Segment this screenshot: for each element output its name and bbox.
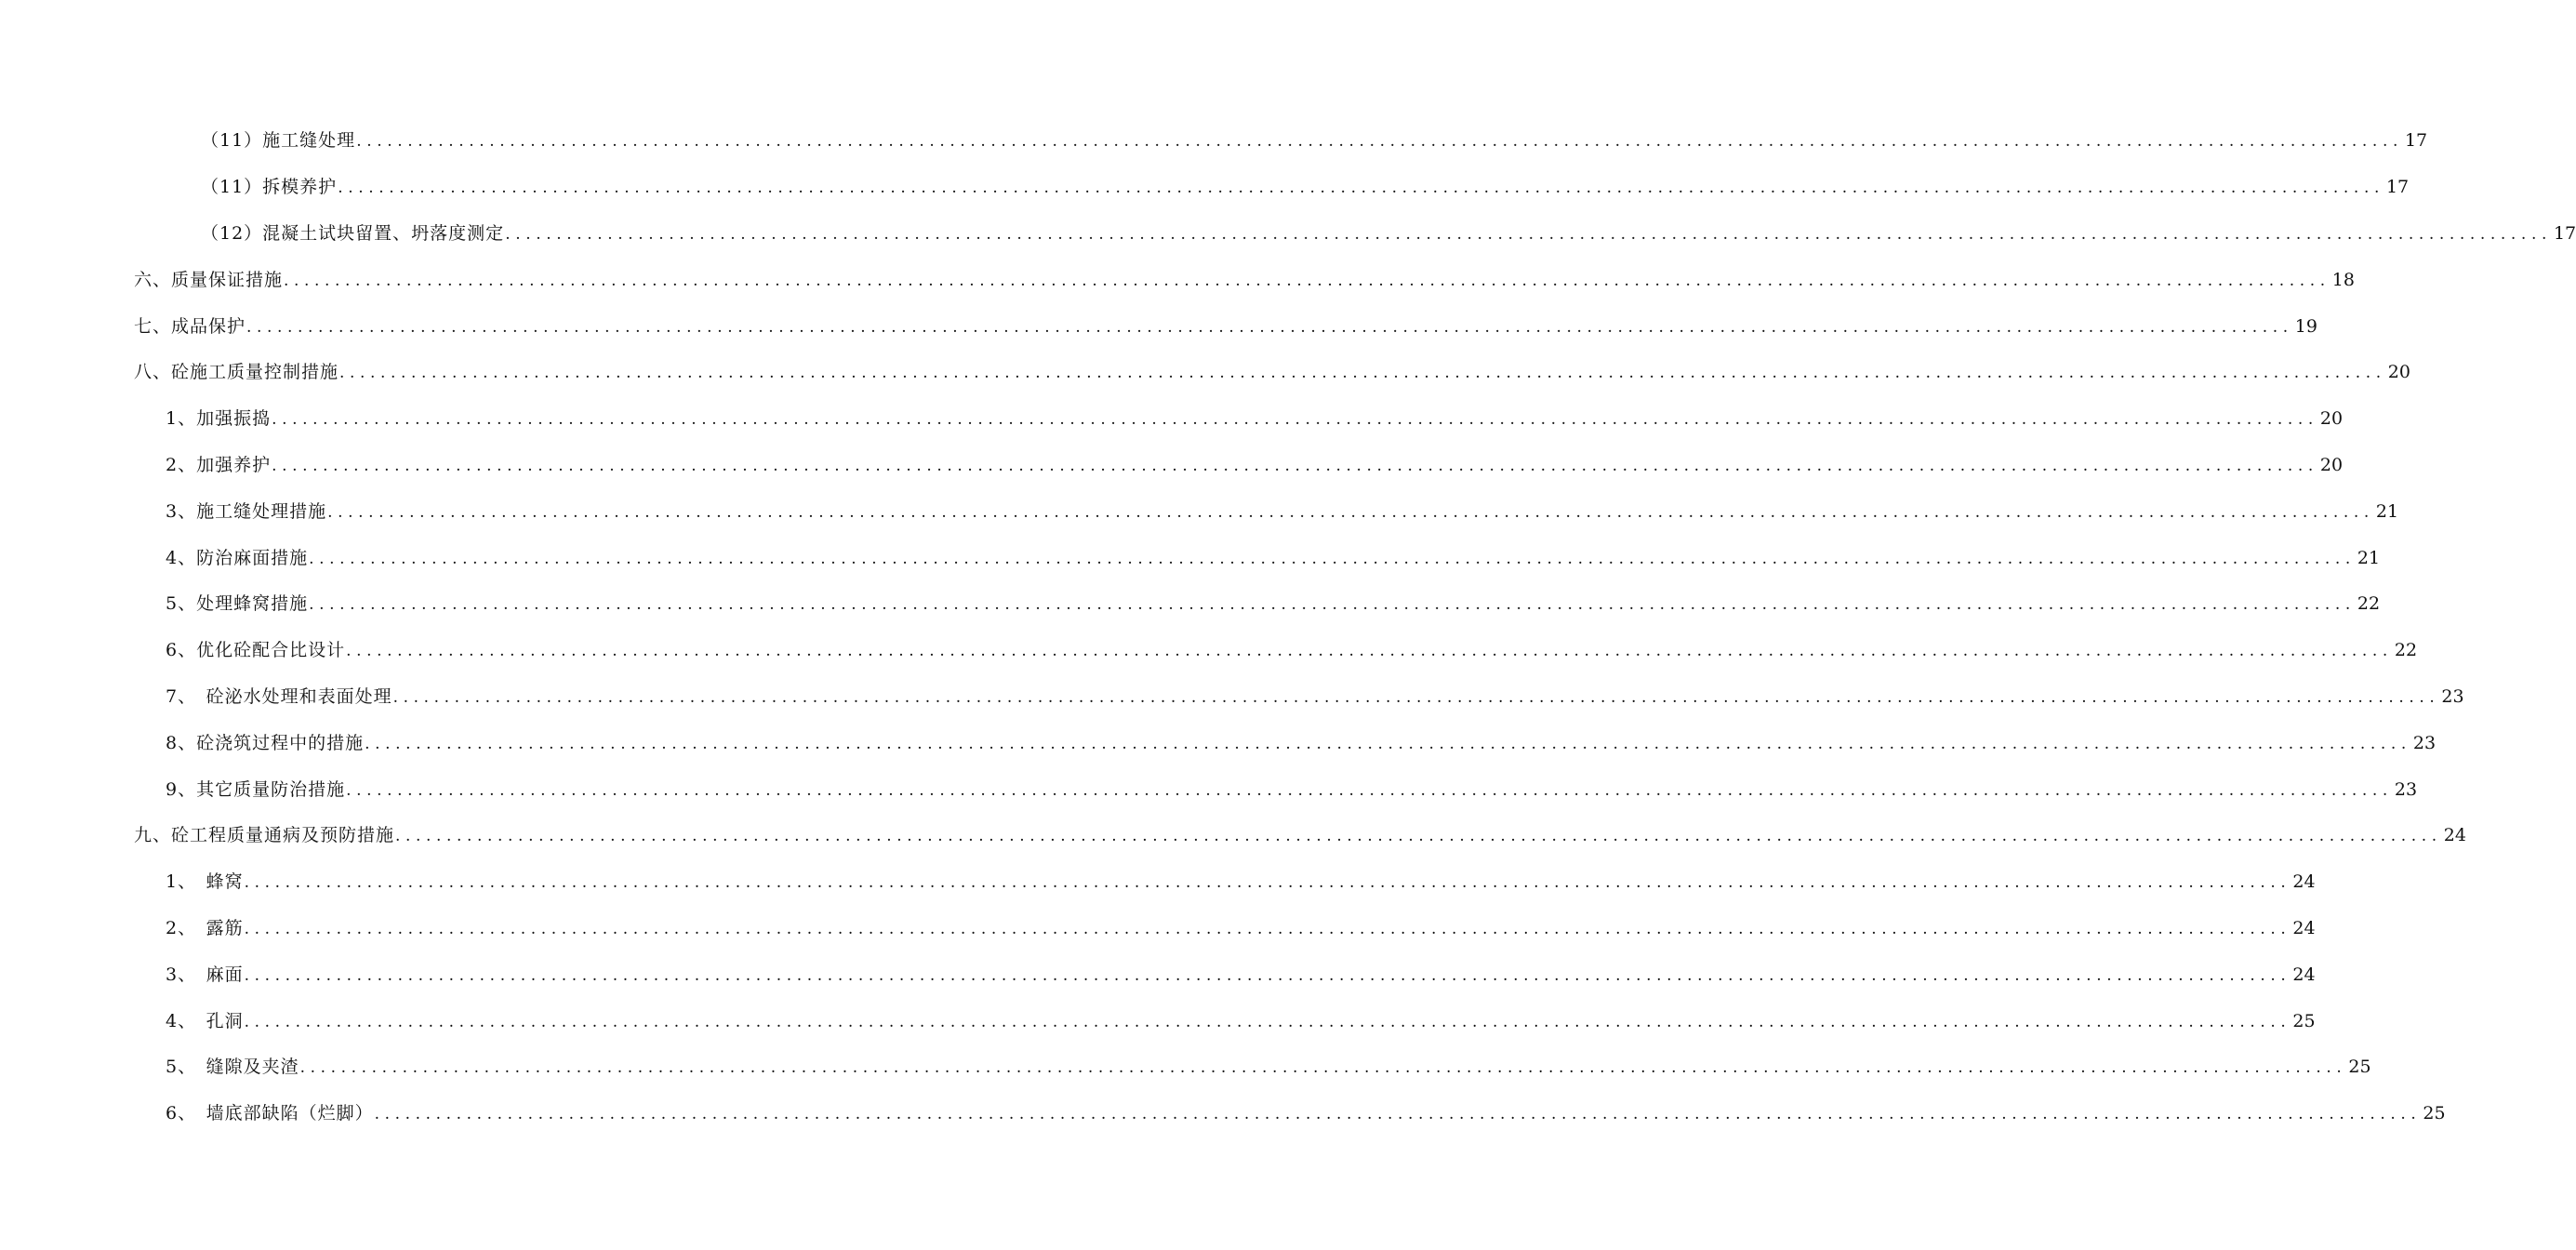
toc-entry-title: 3、施工缝处理措施	[166, 500, 327, 522]
toc-dot-leader: ........................................................................................................................................................................................................	[392, 687, 2440, 707]
toc-entry[interactable]	[0, 257, 2355, 303]
toc-entry-title: 1、 蜂窝	[166, 871, 244, 893]
toc-entry-title: 2、加强养护	[166, 454, 272, 475]
toc-page-number: 23	[2412, 732, 2437, 753]
toc-dot-leader: ........................................................................................................................................................................................................	[244, 919, 2291, 938]
toc-entry-title: 4、 孔洞	[166, 1010, 244, 1031]
toc-entry-title: 6、优化砼配合比设计	[166, 640, 346, 661]
toc-dot-leader: ........................................................................................................................................................................................................	[365, 734, 2411, 753]
toc-entry[interactable]	[0, 350, 2410, 396]
toc-entry[interactable]	[0, 118, 2428, 165]
toc-dot-leader: ........................................................................................................................................................................................................	[284, 271, 2330, 290]
toc-entry-title: 7、 砼泌水处理和表面处理	[166, 685, 392, 707]
toc-entry-title: 六、质量保证措施	[134, 269, 284, 290]
toc-entry[interactable]	[0, 303, 2317, 350]
toc-entry-title: （12）混凝土试块留置、坍落度测定	[201, 222, 505, 244]
toc-dot-leader: ........................................................................................................................................................................................................	[338, 179, 2384, 198]
toc-page-number: 24	[2292, 871, 2316, 893]
toc-page-number: 24	[2292, 917, 2316, 938]
toc-entry-title: 八、砼施工质量控制措施	[134, 362, 339, 383]
toc-entry[interactable]	[0, 628, 2418, 674]
toc-entry[interactable]	[0, 951, 2316, 998]
toc-dot-leader: ........................................................................................................................................................................................................	[244, 965, 2291, 985]
toc-entry-title: 8、砼浇筑过程中的措施	[166, 732, 365, 753]
toc-dot-leader: ........................................................................................................................................................................................................	[374, 1105, 2422, 1124]
toc-page-number: 24	[2443, 825, 2466, 846]
toc-entry-title: 1、加强振捣	[166, 408, 272, 430]
toc-entry[interactable]	[0, 906, 2316, 952]
toc-dot-leader: ........................................................................................................................................................................................................	[272, 456, 2318, 475]
toc-dot-leader: ........................................................................................................................................................................................................	[346, 642, 2393, 661]
toc-dot-leader: ........................................................................................................................................................................................................	[246, 317, 2293, 337]
toc-entry[interactable]	[0, 396, 2344, 443]
toc-page-number: 25	[2348, 1057, 2371, 1078]
toc-entry-title: （11）施工缝处理	[201, 130, 356, 152]
toc-entry[interactable]	[0, 720, 2437, 766]
toc-entry[interactable]	[0, 211, 2576, 258]
toc-page-number: 20	[2319, 454, 2344, 475]
toc-entry-title: 9、其它质量防治措施	[166, 778, 346, 800]
toc-dot-leader: ........................................................................................................................................................................................................	[395, 827, 2442, 846]
toc-page-number: 22	[2357, 593, 2381, 615]
toc-page-number: 24	[2292, 964, 2316, 985]
toc-dot-leader: ........................................................................................................................................................................................................	[309, 595, 2356, 615]
toc-page-number: 20	[2387, 362, 2410, 383]
toc-entry-title: 2、 露筋	[166, 917, 244, 938]
toc-dot-leader: ........................................................................................................................................................................................................	[339, 364, 2386, 383]
toc-entry[interactable]	[0, 581, 2381, 628]
toc-page-number: 17	[2404, 130, 2428, 152]
toc-dot-leader: ........................................................................................................................................................................................................	[244, 1012, 2291, 1031]
toc-entry[interactable]	[0, 674, 2464, 721]
toc-page-number: 18	[2331, 269, 2355, 290]
toc-page-number: 20	[2319, 408, 2344, 430]
toc-entry-title: 5、处理蜂窝措施	[166, 593, 309, 615]
table-of-contents	[0, 118, 2576, 1137]
toc-entry[interactable]	[0, 165, 2410, 211]
toc-entry-title: 3、 麻面	[166, 964, 244, 985]
toc-entry[interactable]	[0, 998, 2316, 1044]
toc-dot-leader: ........................................................................................................................................................................................................	[272, 410, 2318, 430]
toc-page-number: 22	[2394, 640, 2418, 661]
toc-entry-title: （11）拆模养护	[201, 177, 338, 198]
toc-entry-title: 九、砼工程质量通病及预防措施	[134, 825, 395, 846]
toc-page-number: 19	[2294, 315, 2317, 337]
toc-dot-leader: ........................................................................................................................................................................................................	[346, 780, 2393, 800]
toc-entry[interactable]	[0, 488, 2399, 535]
toc-entry-title: 6、 墙底部缺陷（烂脚）	[166, 1103, 374, 1124]
toc-dot-leader: ........................................................................................................................................................................................................	[309, 549, 2356, 568]
toc-page-number: 23	[2441, 685, 2464, 707]
toc-page-number: 17	[2385, 177, 2410, 198]
toc-page-number: 25	[2423, 1103, 2446, 1124]
toc-entry[interactable]	[0, 443, 2344, 489]
toc-entry[interactable]	[0, 535, 2381, 581]
toc-dot-leader: ........................................................................................................................................................................................................	[244, 873, 2291, 893]
toc-entry[interactable]	[0, 813, 2466, 859]
toc-page-number: 25	[2292, 1010, 2316, 1031]
toc-dot-leader: ........................................................................................................................................................................................................	[505, 224, 2552, 244]
toc-dot-leader: ........................................................................................................................................................................................................	[356, 132, 2403, 152]
toc-entry[interactable]	[0, 1044, 2371, 1091]
toc-entry-title: 4、防治麻面措施	[166, 547, 309, 568]
toc-page-number: 23	[2394, 778, 2418, 800]
toc-page-number: 17	[2553, 222, 2576, 244]
toc-entry-title: 5、 缝隙及夹渣	[166, 1057, 299, 1078]
toc-dot-leader: ........................................................................................................................................................................................................	[327, 502, 2374, 522]
toc-entry-title: 七、成品保护	[134, 315, 246, 337]
toc-dot-leader: ........................................................................................................................................................................................................	[299, 1058, 2347, 1078]
toc-page-number: 21	[2357, 547, 2381, 568]
toc-entry[interactable]	[0, 766, 2418, 813]
toc-entry[interactable]	[0, 1091, 2446, 1137]
toc-entry[interactable]	[0, 859, 2316, 906]
toc-page-number: 21	[2375, 500, 2399, 522]
